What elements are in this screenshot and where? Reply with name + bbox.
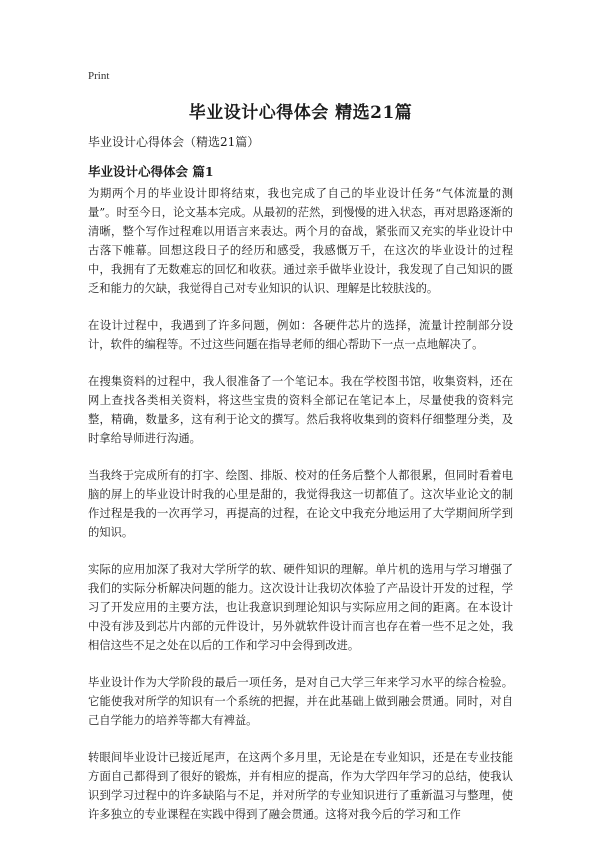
section-heading: 毕业设计心得体会 篇1 [88,164,214,179]
paragraph: 转眼间毕业设计已接近尾声，在这两个多月里，无论是在专业知识，还是在专业技能方面自己都得到了很好的锻炼，并有相应的提高，作为大学四年学习的总结，使我认识到学习过程中的许多缺陷与不足，并对所学的专业知识进行了重新温习与整理，使许多独立的专业课程在实践中得到了融会贯通。这将对我今后的学习和工作 [88,751,513,821]
paragraph: 在设计过程中，我遇到了许多问题，例如：各硬件芯片的选择，流量计控制部分设计，软件的编程等。不过这些问题在指导老师的细心帮助下一点一点地解决了。 [88,319,513,351]
paragraph: 实际的应用加深了我对大学所学的软、硬件知识的理解。单片机的选用与学习增强了我们的实际分析解决问题的能力。这次设计让我切次体验了产品设计开发的过程，学习了开发应用的主要方法，也让我意识到理论知识与实际应用之间的距离。在本设计中没有涉及到芯片内部的元件设计，另外就软件设计而言也存在着一些不足之处，我相信这些不足之处在以后的工作和学习中会得到改进。 [88,563,513,652]
paragraph: 为期两个月的毕业设计即将结束，我也完成了自己的毕业设计任务“气体流量的测量”。时至今日，论文基本完成。从最初的茫然，到慢慢的进入状态，再对思路逐渐的清晰，整个写作过程难以用语言来表达。两个月的奋战，紧张而又充实的毕业设计中古落下帷幕。回想这段日子的经历和感受，我感慨万千，在这次的毕业设计的过程中，我拥有了无数难忘的回忆和收获。通过亲手做毕业设计，我发现了自己知识的匮乏和能力的欠缺，我觉得自己对专业知识的认识、理解是比较肤浅的。 [88,187,513,295]
body-text [88,184,513,842]
paragraph: 在搜集资料的过程中，我人很准备了一个笔记本。我在学校图书馆，收集资料，还在网上查找各类相关资料，将这些宝贵的资料全部记在笔记本上，尽量使我的资料完整，精确，数量多，这有利于论文的撰写。然后我将收集到的资料仔细整理分类，及时拿给导师进行沟通。 [88,375,513,445]
print-label: Print [88,70,110,82]
document-title: 毕业设计心得体会 精选21篇 [188,103,413,123]
paragraph: 当我终于完成所有的打字、绘图、排版、校对的任务后整个人都很累，但同时看着电脑的屏上的毕业设计时我的心里是甜的，我觉得我这一切都值了。这次毕业论文的制作过程是我的一次再学习，再提高的过程，在论文中我充分地运用了大学期间所学到的知识。 [88,469,513,539]
document-subtitle: 毕业设计心得体会（精选21篇） [88,135,260,149]
paragraph: 毕业设计作为大学阶段的最后一项任务，是对自己大学三年来学习水平的综合检验。它能使我对所学的知识有一个系统的把握，并在此基础上做到融会贯通。同时，对自己自学能力的培养等都大有裨益。 [88,676,513,727]
